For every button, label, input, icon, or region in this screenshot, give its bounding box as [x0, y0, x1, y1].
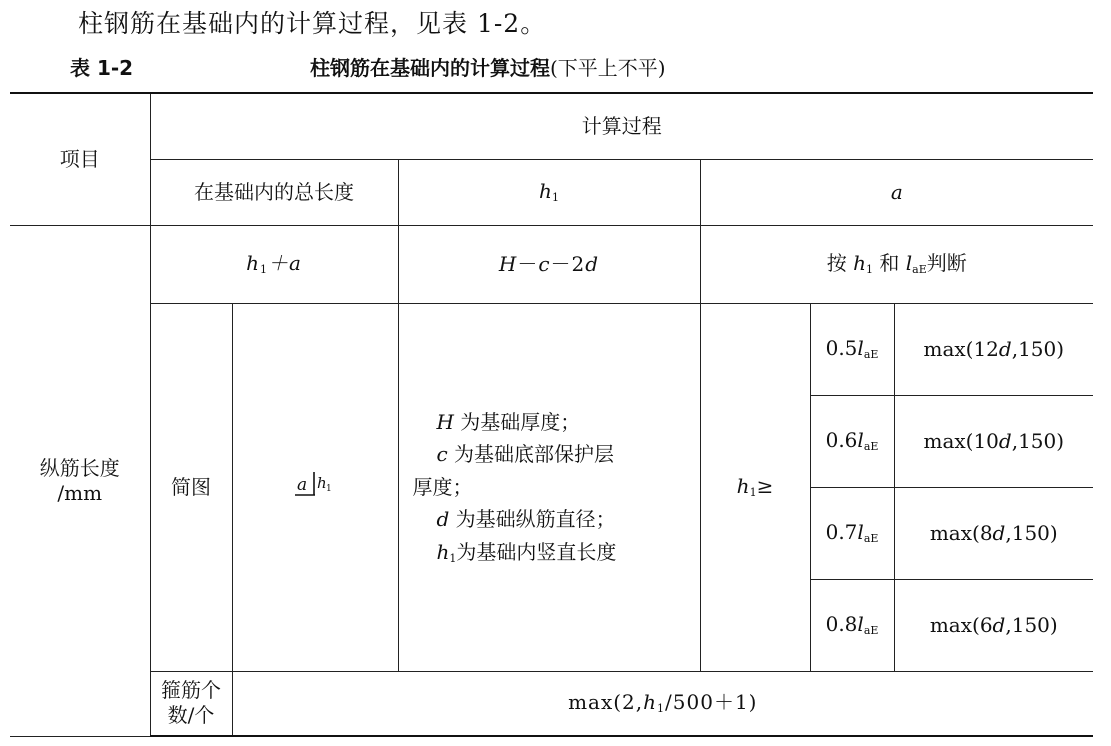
formula-total: $h_1+a$: [150, 225, 398, 303]
calc-table: [10, 92, 1093, 737]
intro-text: 柱钢筋在基础内的计算过程，见表 1-2。: [78, 9, 547, 38]
row-label-stirrup-count: 箍筋个数/个: [150, 671, 232, 736]
table-title-main: 柱钢筋在基础内的计算过程: [310, 56, 550, 80]
condition-h1-geq: $h_1\ge$: [700, 303, 810, 671]
sketch-h-sub: 1: [326, 484, 332, 494]
sketch-cell: [232, 303, 398, 671]
case-value: max(12d,150): [894, 303, 1093, 395]
case-coef: $0.8l_{aE}$: [810, 579, 894, 671]
table-title-note: (下平上不平): [550, 56, 666, 80]
desc-h1: $h_1$为基础内竖直长度: [436, 539, 617, 565]
case-coef: $0.5l_{aE}$: [810, 303, 894, 395]
desc-c-cont: 厚度；: [412, 474, 473, 499]
formula-h1: H－c－2d: [398, 225, 700, 303]
case-coef: $0.7l_{aE}$: [810, 487, 894, 579]
case-value: max(8d,150): [894, 487, 1093, 579]
table-number: 表 1-2: [70, 56, 134, 80]
variable-description: [398, 303, 700, 671]
case-coef: $0.6l_{aE}$: [810, 395, 894, 487]
sketch-a-label: a: [297, 475, 308, 495]
sketch-icon: [291, 469, 339, 499]
stirrup-formula: $\max(2,h_1/500+1)$: [232, 671, 1093, 736]
header-item: 项目: [10, 93, 150, 225]
row-label-rebar-length: 纵筋长度 /mm: [10, 225, 150, 736]
sketch-label: 简图: [150, 303, 232, 671]
header-a: a: [700, 159, 1093, 225]
sketch-diagram: [291, 469, 339, 505]
table-title: [310, 52, 666, 81]
header-h1: $h_1$: [398, 159, 700, 225]
case-value: max(6d,150): [894, 579, 1093, 671]
sketch-h-label: h: [317, 474, 327, 492]
header-total-length: 在基础内的总长度: [150, 159, 398, 225]
header-process: 计算过程: [150, 93, 1093, 159]
case-value: max(10d,150): [894, 395, 1093, 487]
desc-c: c 为基础底部保护层: [436, 442, 615, 467]
desc-d: d 为基础纵筋直径；: [436, 507, 616, 532]
desc-H: H 为基础厚度；: [436, 410, 581, 435]
formula-judge: 按 $h_1$ 和 $l_{aE}$判断: [700, 225, 1093, 303]
